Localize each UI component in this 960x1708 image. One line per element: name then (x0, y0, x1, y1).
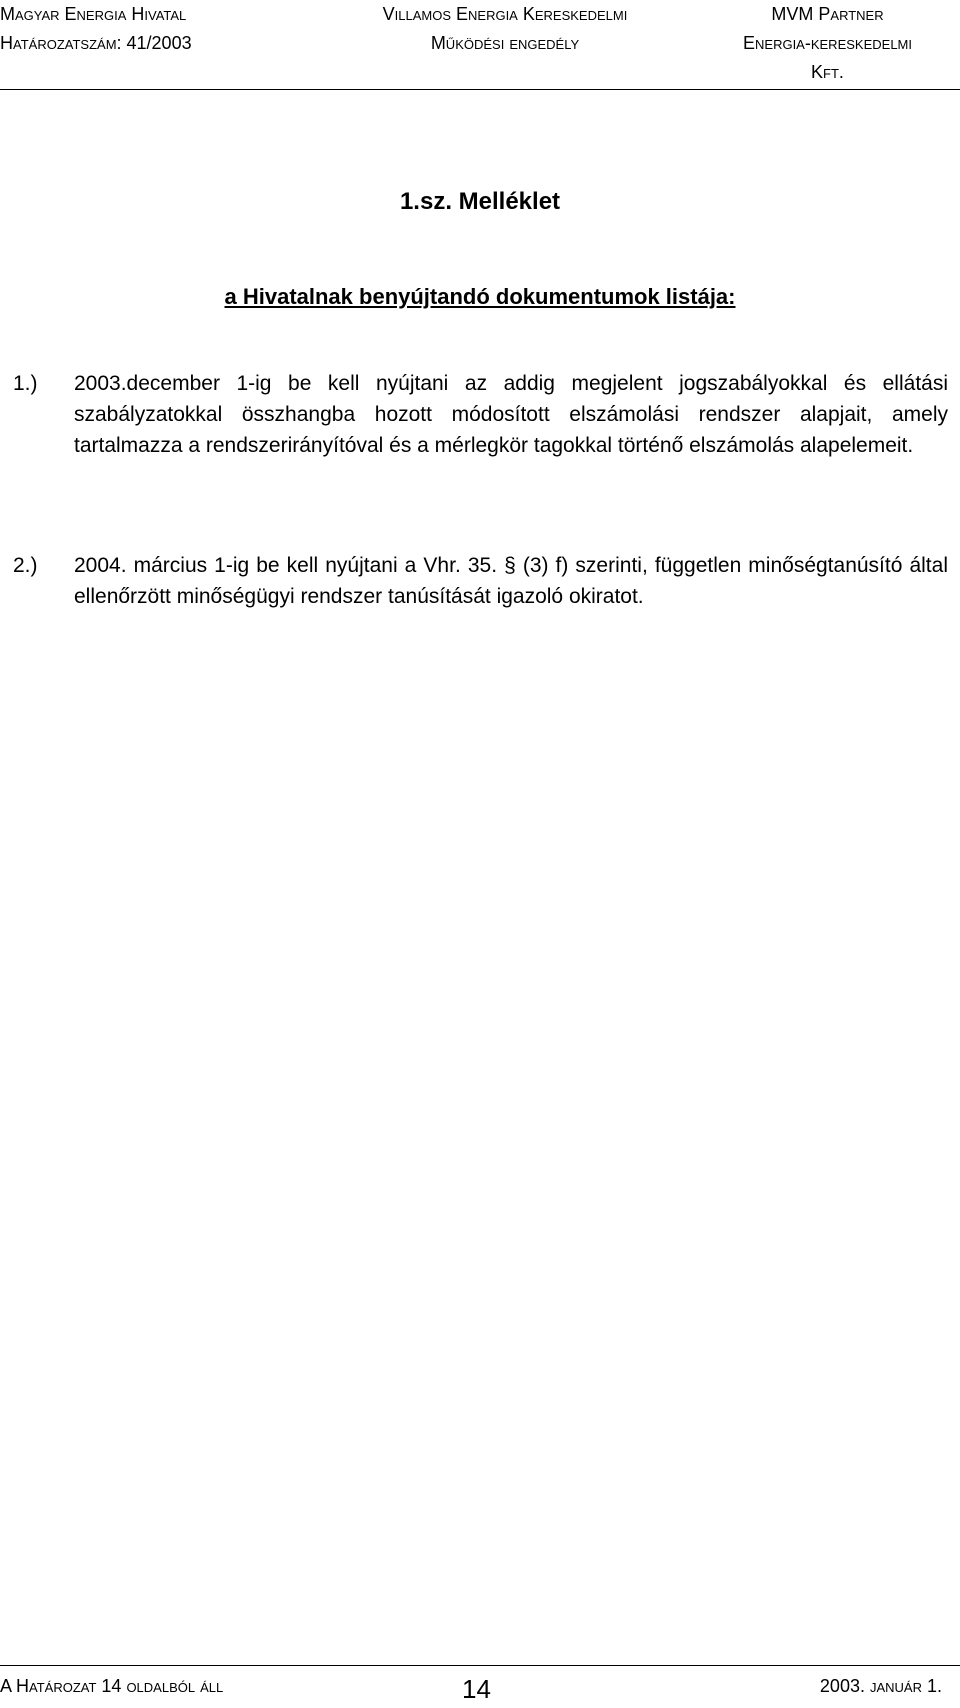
page-footer (0, 1665, 960, 1708)
list-item-text: 2004. március 1-ig be kell nyújtani a Vhr. 35. § (3) f) szerinti, független minőségtanúsító által ellenőrzött minőségügyi rendszer tanúsítását igazoló okiratot. (74, 554, 948, 608)
footer-page-count: A Határozat 14 oldalból áll (0, 1676, 224, 1696)
header-left (0, 0, 300, 58)
header-right (695, 0, 960, 87)
header-company-line-1: MVM Partner (771, 4, 884, 24)
footer-page-number: 14 (462, 1674, 491, 1704)
document-title: 1.sz. Melléklet (399, 188, 561, 215)
list-item-number: 1.) (13, 372, 38, 395)
header-license-subtype: Működési engedély (430, 33, 580, 53)
footer-date: 2003. január 1. (819, 1676, 942, 1696)
header-company-line-2: Energia-kereskedelmi (743, 33, 912, 53)
document-subtitle: a Hivatalnak benyújtandó dokumentumok listája: (224, 284, 736, 309)
header-middle (335, 0, 675, 58)
list-item (13, 550, 948, 612)
header-authority: Magyar Energia Hivatal (0, 4, 187, 24)
list-item (13, 368, 948, 461)
page-header (0, 0, 960, 90)
header-license-type: Villamos Energia Kereskedelmi (382, 4, 628, 24)
list-item-number: 2.) (13, 554, 38, 577)
header-company-line-3: Kft. (811, 62, 844, 82)
list-item-text: 2003.december 1-ig be kell nyújtani az addig megjelent jogszabályokkal és ellátási szabályzatokkal összhangba hozott módosított elszámolási rendszer alapjait, amely tartalmazza a rendszerirányítóval és a mérlegkör tagokkal történő elszámolás alapelemeit. (74, 372, 948, 457)
header-resolution-number: Határozatszám: 41/2003 (0, 33, 192, 53)
